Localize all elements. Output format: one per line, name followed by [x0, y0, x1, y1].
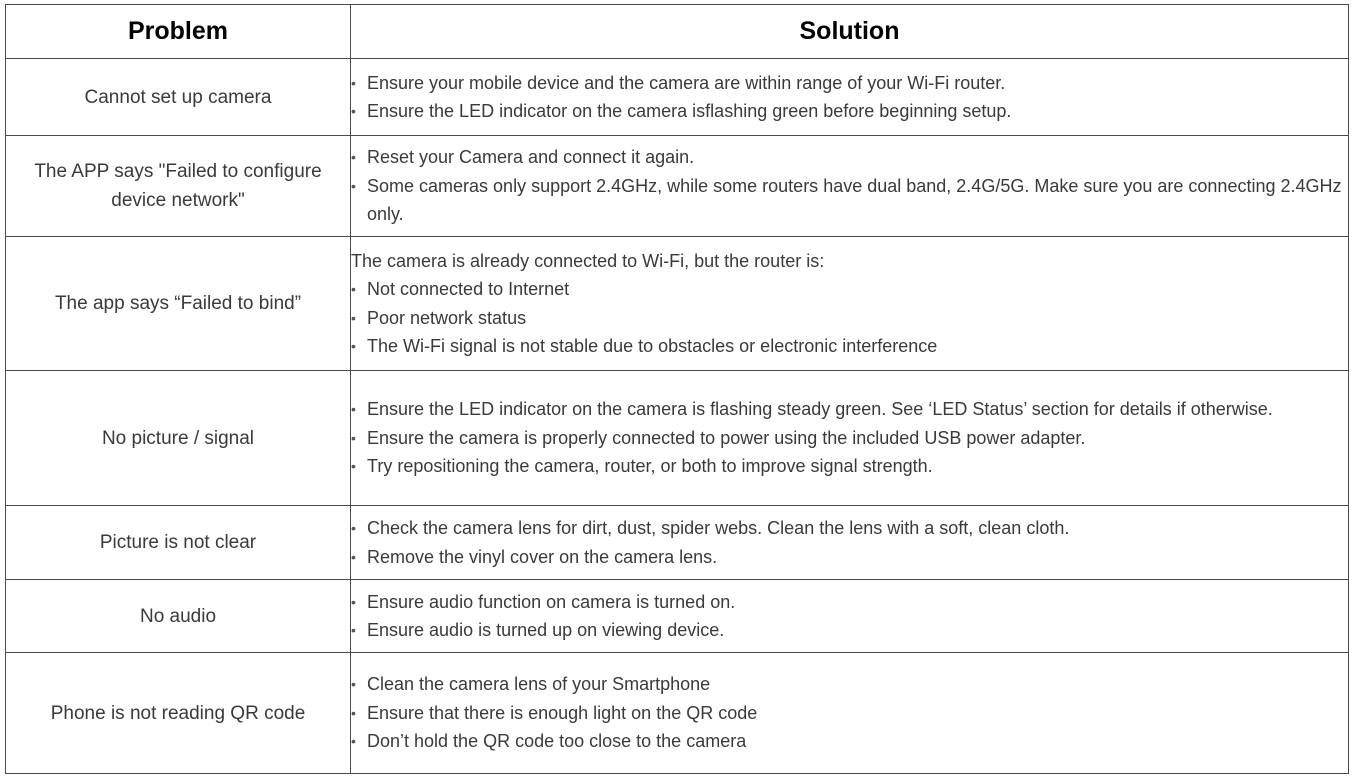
troubleshooting-sheet — [5, 4, 1348, 774]
solution-list — [351, 69, 1348, 126]
table-row — [6, 371, 1349, 506]
solution-item: • Remove the vinyl cover on the camera lens. — [351, 543, 1348, 572]
solution-item: • The Wi-Fi signal is not stable due to obstacles or electronic interference — [351, 332, 1348, 361]
table-row — [6, 506, 1349, 580]
solution-item: • Try repositioning the camera, router, or both to improve signal strength. — [351, 452, 1348, 481]
solution-item: • Not connected to Internet — [351, 275, 1348, 304]
solution-column-header: Solution — [351, 5, 1349, 59]
solution-item: • Don’t hold the QR code too close to the camera — [351, 727, 1348, 756]
solution-cell — [351, 506, 1349, 580]
solution-intro: The camera is already connected to Wi-Fi, but the router is: — [351, 250, 825, 271]
table-row — [6, 237, 1349, 371]
solution-cell — [351, 580, 1349, 653]
solution-item: • Ensure the LED indicator on the camera is flashing steady green. See ‘LED Status’ section for details if otherwise. — [351, 395, 1348, 424]
solution-cell — [351, 371, 1349, 506]
troubleshooting-table — [5, 4, 1349, 774]
problem-cell: No picture / signal — [6, 371, 351, 506]
problem-column-header: Problem — [6, 5, 351, 59]
solution-list — [351, 143, 1348, 229]
solution-cell — [351, 59, 1349, 136]
solution-item: • Ensure the LED indicator on the camera isflashing green before beginning setup. — [351, 97, 1348, 126]
table-row — [6, 580, 1349, 653]
solution-item: • Some cameras only support 2.4GHz, while some routers have dual band, 2.4G/5G. Make sure you are connecting 2.4GHz only. — [351, 172, 1348, 229]
solution-cell — [351, 653, 1349, 774]
solution-list — [351, 514, 1348, 571]
solution-list — [351, 275, 1348, 361]
problem-cell: No audio — [6, 580, 351, 653]
table-header-row — [6, 5, 1349, 59]
solution-item: • Ensure audio is turned up on viewing device. — [351, 616, 1348, 645]
solution-item: • Ensure that there is enough light on the QR code — [351, 699, 1348, 728]
solution-item: • Clean the camera lens of your Smartphone — [351, 670, 1348, 699]
solution-item: • Poor network status — [351, 304, 1348, 333]
table-row — [6, 136, 1349, 237]
solution-item: • Reset your Camera and connect it again. — [351, 143, 1348, 172]
solution-cell — [351, 237, 1349, 371]
problem-cell: Phone is not reading QR code — [6, 653, 351, 774]
table-row — [6, 653, 1349, 774]
problem-cell: Cannot set up camera — [6, 59, 351, 136]
problem-cell: The app says “Failed to bind” — [6, 237, 351, 371]
problem-cell: Picture is not clear — [6, 506, 351, 580]
solution-item: • Check the camera lens for dirt, dust, spider webs. Clean the lens with a soft, clean cloth. — [351, 514, 1348, 543]
solution-list — [351, 395, 1348, 481]
solution-item: • Ensure the camera is properly connected to power using the included USB power adapter. — [351, 424, 1348, 453]
solution-item: • Ensure audio function on camera is turned on. — [351, 588, 1348, 617]
solution-cell — [351, 136, 1349, 237]
problem-cell: The APP says "Failed to configure device network" — [6, 136, 351, 237]
solution-list — [351, 670, 1348, 756]
solution-item: • Ensure your mobile device and the camera are within range of your Wi-Fi router. — [351, 69, 1348, 98]
solution-list — [351, 588, 1348, 645]
table-row — [6, 59, 1349, 136]
